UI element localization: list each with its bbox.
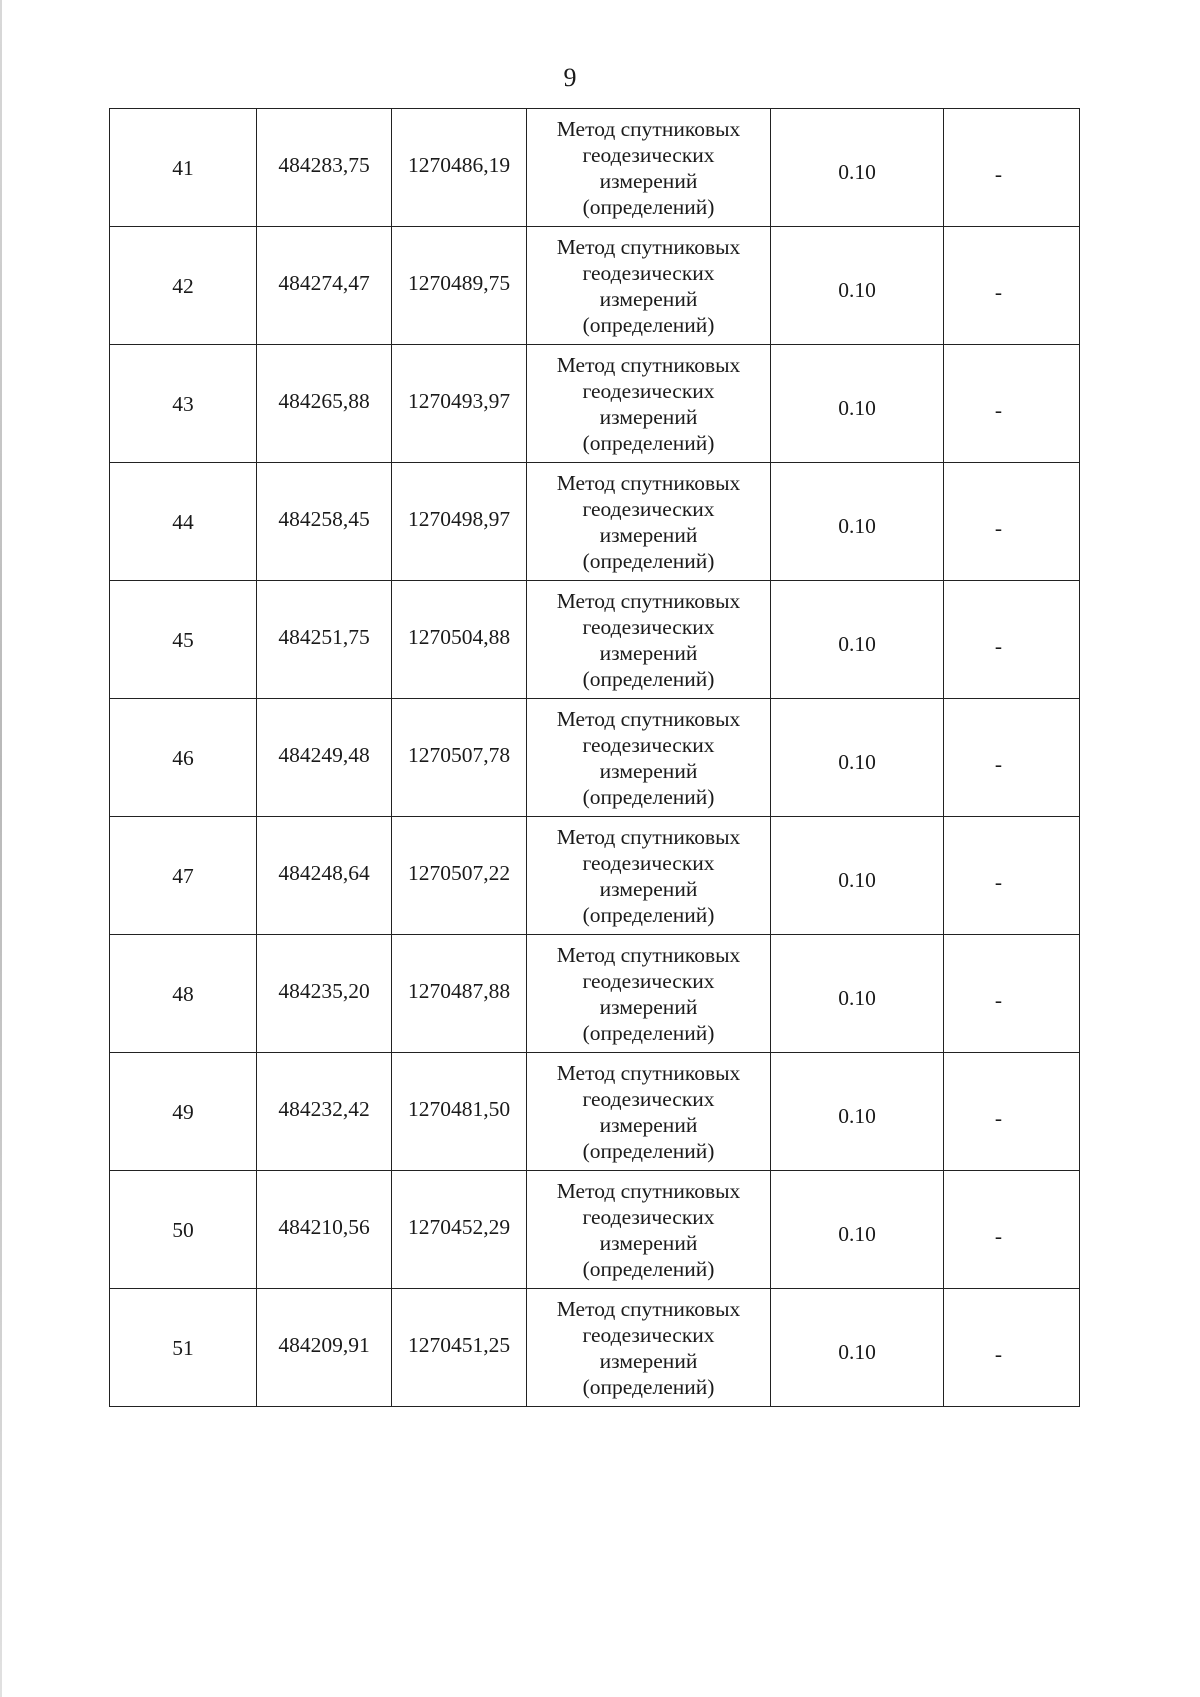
method-line: Метод спутниковых <box>556 352 741 377</box>
x-coordinate: 484283,75 <box>278 152 370 177</box>
note-cell <box>944 463 1080 581</box>
x-coordinate: 484249,48 <box>278 742 370 767</box>
note-cell <box>944 345 1080 463</box>
note-dash: - <box>994 1341 1003 1366</box>
accuracy-value: 0.10 <box>838 159 876 184</box>
accuracy-cell <box>771 817 944 935</box>
note-dash: - <box>994 987 1003 1012</box>
note-cell <box>944 935 1080 1053</box>
method-line: измерений <box>599 404 698 429</box>
x-coordinate-cell <box>257 1289 392 1407</box>
point-number: 45 <box>172 627 194 652</box>
method-cell <box>527 1171 771 1289</box>
x-coordinate: 484265,88 <box>278 388 370 413</box>
accuracy-cell <box>771 109 944 227</box>
method-cell <box>527 817 771 935</box>
method-line: измерений <box>599 1112 698 1137</box>
note-dash: - <box>994 1105 1003 1130</box>
point-number: 48 <box>172 981 194 1006</box>
method-cell <box>527 109 771 227</box>
y-coordinate-cell <box>392 345 527 463</box>
y-coordinate: 1270489,75 <box>407 270 511 295</box>
accuracy-cell <box>771 699 944 817</box>
method-line: измерений <box>599 1348 698 1373</box>
x-coordinate: 484248,64 <box>278 860 370 885</box>
method-cell <box>527 227 771 345</box>
y-coordinate: 1270504,88 <box>407 624 511 649</box>
accuracy-value: 0.10 <box>838 395 876 420</box>
note-cell <box>944 699 1080 817</box>
point-number: 41 <box>172 155 194 180</box>
accuracy-value: 0.10 <box>838 985 876 1010</box>
note-cell <box>944 1171 1080 1289</box>
point-number: 51 <box>172 1335 194 1360</box>
coordinates-table <box>109 108 1080 1407</box>
method-line: геодезических <box>582 732 715 757</box>
method-line: измерений <box>599 758 698 783</box>
accuracy-value: 0.10 <box>838 1103 876 1128</box>
method-line: Метод спутниковых <box>556 706 741 731</box>
method-line: (определений) <box>582 902 715 927</box>
y-coordinate-cell <box>392 1171 527 1289</box>
y-coordinate: 1270481,50 <box>407 1096 511 1121</box>
method-cell <box>527 699 771 817</box>
x-coordinate-cell <box>257 1053 392 1171</box>
method-line: геодезических <box>582 1204 715 1229</box>
y-coordinate-cell <box>392 463 527 581</box>
method-line: геодезических <box>582 850 715 875</box>
x-coordinate-cell <box>257 699 392 817</box>
method-line: (определений) <box>582 1138 715 1163</box>
y-coordinate: 1270507,22 <box>407 860 511 885</box>
method-cell <box>527 463 771 581</box>
method-line: измерений <box>599 522 698 547</box>
table-row <box>110 227 1080 345</box>
method-line: Метод спутниковых <box>556 116 741 141</box>
table-row <box>110 1053 1080 1171</box>
x-coordinate: 484209,91 <box>278 1332 370 1357</box>
accuracy-value: 0.10 <box>838 1221 876 1246</box>
method-line: (определений) <box>582 784 715 809</box>
method-line: (определений) <box>582 1374 715 1399</box>
method-line: Метод спутниковых <box>556 824 741 849</box>
note-dash: - <box>994 279 1003 304</box>
point-number-cell <box>110 581 257 699</box>
method-line: Метод спутниковых <box>556 234 741 259</box>
x-coordinate: 484210,56 <box>278 1214 370 1239</box>
point-number-cell <box>110 345 257 463</box>
x-coordinate: 484258,45 <box>278 506 370 531</box>
note-cell <box>944 1053 1080 1171</box>
point-number: 47 <box>172 863 194 888</box>
x-coordinate-cell <box>257 817 392 935</box>
note-cell <box>944 1289 1080 1407</box>
page-number: 9 <box>563 63 577 92</box>
table-row <box>110 109 1080 227</box>
x-coordinate-cell <box>257 463 392 581</box>
method-line: (определений) <box>582 194 715 219</box>
method-line: Метод спутниковых <box>556 588 741 613</box>
table-row <box>110 581 1080 699</box>
accuracy-value: 0.10 <box>838 867 876 892</box>
method-line: геодезических <box>582 968 715 993</box>
accuracy-value: 0.10 <box>838 277 876 302</box>
method-line: Метод спутниковых <box>556 1296 741 1321</box>
table-row <box>110 463 1080 581</box>
y-coordinate: 1270507,78 <box>407 742 511 767</box>
point-number-cell <box>110 1289 257 1407</box>
method-line: Метод спутниковых <box>556 1178 741 1203</box>
method-line: измерений <box>599 286 698 311</box>
point-number-cell <box>110 227 257 345</box>
x-coordinate-cell <box>257 581 392 699</box>
point-number-cell <box>110 1171 257 1289</box>
point-number-cell <box>110 1053 257 1171</box>
method-line: (определений) <box>582 548 715 573</box>
method-line: измерений <box>599 876 698 901</box>
point-number: 50 <box>172 1217 194 1242</box>
note-cell <box>944 581 1080 699</box>
method-line: (определений) <box>582 666 715 691</box>
y-coordinate: 1270451,25 <box>407 1332 511 1357</box>
y-coordinate-cell <box>392 227 527 345</box>
x-coordinate-cell <box>257 1171 392 1289</box>
method-cell <box>527 581 771 699</box>
method-line: геодезических <box>582 1322 715 1347</box>
accuracy-value: 0.10 <box>838 749 876 774</box>
point-number-cell <box>110 699 257 817</box>
x-coordinate: 484251,75 <box>278 624 370 649</box>
method-line: измерений <box>599 640 698 665</box>
table-row <box>110 1171 1080 1289</box>
y-coordinate-cell <box>392 581 527 699</box>
y-coordinate-cell <box>392 1053 527 1171</box>
table-row <box>110 935 1080 1053</box>
method-line: (определений) <box>582 1020 715 1045</box>
method-line: Метод спутниковых <box>556 942 741 967</box>
method-line: Метод спутниковых <box>556 1060 741 1085</box>
y-coordinate-cell <box>392 109 527 227</box>
y-coordinate-cell <box>392 699 527 817</box>
method-line: геодезических <box>582 260 715 285</box>
method-line: геодезических <box>582 496 715 521</box>
point-number-cell <box>110 817 257 935</box>
note-dash: - <box>994 515 1003 540</box>
point-number: 46 <box>172 745 194 770</box>
y-coordinate: 1270498,97 <box>407 506 511 531</box>
method-line: геодезических <box>582 1086 715 1111</box>
accuracy-value: 0.10 <box>838 1339 876 1364</box>
x-coordinate-cell <box>257 109 392 227</box>
note-dash: - <box>994 751 1003 776</box>
x-coordinate-cell <box>257 935 392 1053</box>
method-line: измерений <box>599 1230 698 1255</box>
point-number: 49 <box>172 1099 194 1124</box>
x-coordinate-cell <box>257 227 392 345</box>
note-cell <box>944 817 1080 935</box>
accuracy-cell <box>771 227 944 345</box>
x-coordinate: 484274,47 <box>278 270 370 295</box>
x-coordinate-cell <box>257 345 392 463</box>
note-cell <box>944 109 1080 227</box>
accuracy-cell <box>771 345 944 463</box>
method-cell <box>527 935 771 1053</box>
accuracy-cell <box>771 463 944 581</box>
method-line: (определений) <box>582 312 715 337</box>
method-line: (определений) <box>582 430 715 455</box>
method-cell <box>527 1289 771 1407</box>
method-line: геодезических <box>582 614 715 639</box>
accuracy-value: 0.10 <box>838 513 876 538</box>
y-coordinate: 1270493,97 <box>407 388 511 413</box>
y-coordinate: 1270452,29 <box>407 1214 511 1239</box>
note-dash: - <box>994 161 1003 186</box>
accuracy-cell <box>771 1171 944 1289</box>
accuracy-cell <box>771 935 944 1053</box>
point-number: 44 <box>172 509 194 534</box>
table-row <box>110 699 1080 817</box>
y-coordinate-cell <box>392 1289 527 1407</box>
note-dash: - <box>994 397 1003 422</box>
x-coordinate: 484235,20 <box>278 978 370 1003</box>
accuracy-cell <box>771 1053 944 1171</box>
method-cell <box>527 345 771 463</box>
coordinates-table-body <box>110 109 1080 1407</box>
point-number: 43 <box>172 391 194 416</box>
y-coordinate: 1270486,19 <box>407 152 511 177</box>
note-cell <box>944 227 1080 345</box>
table-row <box>110 1289 1080 1407</box>
method-line: измерений <box>599 994 698 1019</box>
y-coordinate: 1270487,88 <box>407 978 511 1003</box>
x-coordinate: 484232,42 <box>278 1096 370 1121</box>
accuracy-cell <box>771 1289 944 1407</box>
table-row <box>110 345 1080 463</box>
point-number-cell <box>110 935 257 1053</box>
accuracy-cell <box>771 581 944 699</box>
point-number: 42 <box>172 273 194 298</box>
y-coordinate-cell <box>392 817 527 935</box>
note-dash: - <box>994 869 1003 894</box>
note-dash: - <box>994 1223 1003 1248</box>
point-number-cell <box>110 109 257 227</box>
method-line: геодезических <box>582 142 715 167</box>
method-line: (определений) <box>582 1256 715 1281</box>
scan-edge-shadow <box>0 0 2 1697</box>
method-cell <box>527 1053 771 1171</box>
accuracy-value: 0.10 <box>838 631 876 656</box>
table-row <box>110 817 1080 935</box>
y-coordinate-cell <box>392 935 527 1053</box>
method-line: измерений <box>599 168 698 193</box>
method-line: Метод спутниковых <box>556 470 741 495</box>
point-number-cell <box>110 463 257 581</box>
note-dash: - <box>994 633 1003 658</box>
method-line: геодезических <box>582 378 715 403</box>
